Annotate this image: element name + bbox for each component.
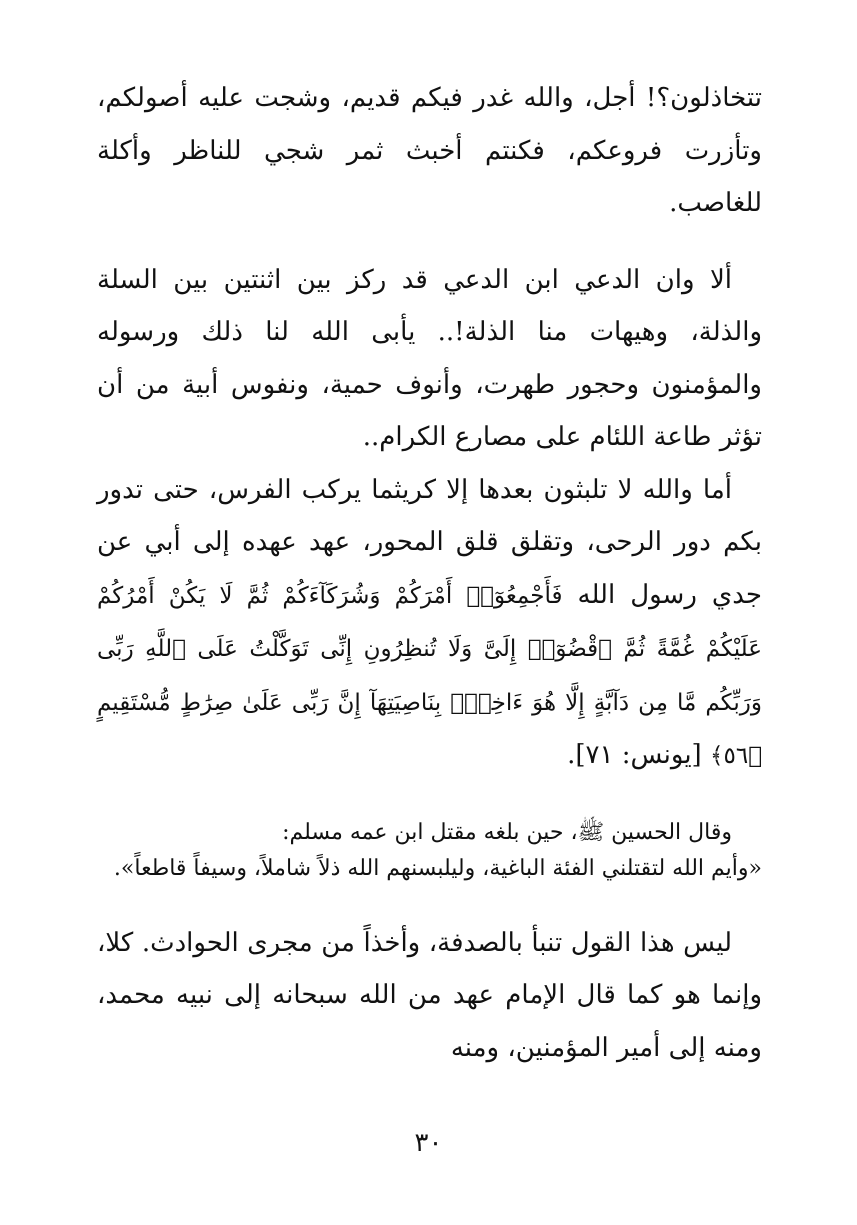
- quran-verse: فَأَجْمِعُوٓا۟ أَمْرَكُمْ وَشُرَكَآءَكُمْ ثُمَّ لَا يَكُنْ أَمْرُكُمْ عَلَيْكُمْ غُمَّةً ثُمَّ ٱقْضُوٓا۟ إِلَىَّ وَلَا تُنظِرُونِ إِنِّى تَوَكَّلْتُ عَلَى ٱللَّهِ رَبِّى وَرَبِّكُم مَّا مِن دَآبَّةٍ إِلَّا هُوَ ءَاخِذٌۢ بِنَاصِيَتِهَآ إِنَّ رَبِّى عَلَىٰ صِرَٰطٍ مُّسْتَقِيمٍ ﴿٥٦﴾: [97, 582, 762, 769]
- paragraph-4: [97, 815, 762, 887]
- hussein-quote: «وأيم الله لتقتلني الفئة الباغية، وليلبسنهم الله ذلاً شاملاً، وسيفاً قاطعاً».: [113, 855, 762, 881]
- paragraph-1: تتخاذلون؟! أجل، والله غدر فيكم قديم، وشجت عليه أصولكم، وتأزرت فروعكم، فكنتم أخبث ثمر شجي للناظر وأكلة للغاصب.: [97, 83, 762, 218]
- paragraph-3: [97, 464, 762, 783]
- paragraph-2: ألا وان الدعي ابن الدعي قد ركز بين اثنتين بين السلة والذلة، وهيهات منا الذلة!.. يأبى الله لنا ذلك ورسوله والمؤمنون وحجور طهرت، وأنوف حمية، ونفوس أبية من أن تؤثر طاعة اللئام على مصارع الكرام..: [97, 264, 762, 452]
- paragraph-5: ليس هذا القول تنبأ بالصدفة، وأخذاً من مجرى الحوادث. كلا، وإنما هو كما قال الإمام عهد من الله سبحانه إلى نبيه محمد، ومنه إلى أمير المؤمنين، ومنه: [97, 927, 763, 1063]
- paragraph-4-intro: وقال الحسين ﷺ، حين بلغه مقتل ابن عمه مسلم:: [282, 819, 732, 845]
- quran-reference: [يونس: ٧١].: [567, 740, 702, 770]
- paragraph-3-intro: أما والله لا تلبثون بعدها إلا كريثما يركب الفرس، حتى تدور بكم دور الرحى، وتقلق قلق المحور، عهد عهده إلى أبي عن جدي رسول الله: [97, 474, 762, 610]
- page-number: ٣٠: [414, 1128, 443, 1158]
